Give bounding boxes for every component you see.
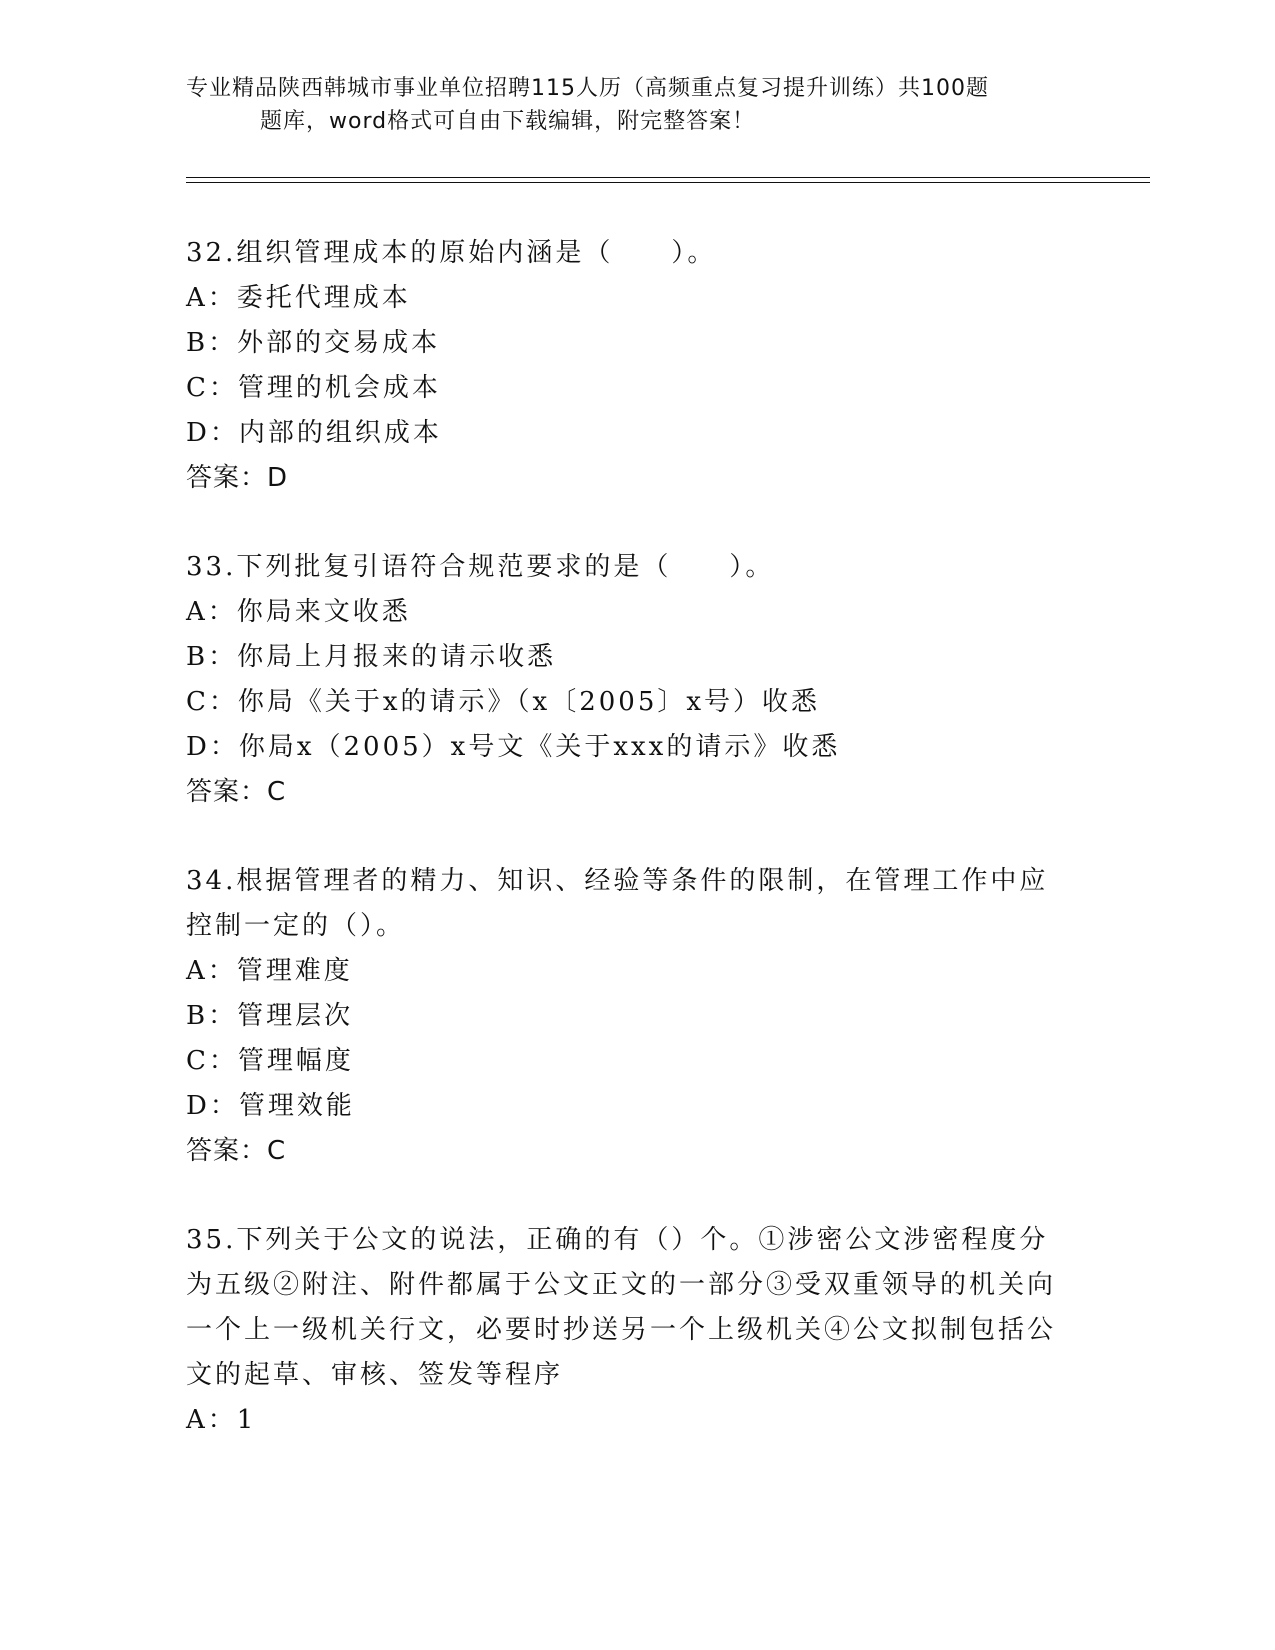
question-option: A：1 [186, 1405, 257, 1435]
question-answer: 答案：C [186, 777, 287, 807]
question-item [186, 231, 1076, 501]
question-list [186, 231, 1076, 1487]
question-option: D：内部的组织成本 [186, 418, 442, 448]
question-option: D：管理效能 [186, 1091, 355, 1121]
question-answer: 答案：C [186, 1136, 287, 1166]
question-stem: 33.下列批复引语符合规范要求的是（ ）。 [186, 552, 775, 582]
question-option: B：外部的交易成本 [186, 328, 441, 358]
header-title-line-1: 专业精品陕西韩城市事业单位招聘115人历（高频重点复习提升训练）共100题 [186, 76, 989, 101]
header-title-line-2: 题库，word格式可自由下载编辑，附完整答案！ [260, 109, 756, 134]
question-option: C：管理的机会成本 [186, 373, 441, 403]
question-stem: 35.下列关于公文的说法，正确的有（）个。①涉密公文涉密程度分为五级②附注、附件都属于公文正文的一部分③受双重领导的机关向一个上一级机关行文，必要时抄送另一个上级机关④公文拟制包括公文的起草、审核、签发等程序 [186, 1225, 1057, 1390]
document-header [186, 72, 1066, 138]
question-answer: 答案：D [186, 463, 289, 493]
question-option: C：管理幅度 [186, 1046, 354, 1076]
question-stem: 32.组织管理成本的原始内涵是（ ）。 [186, 238, 717, 268]
header-divider-top [186, 177, 1150, 178]
question-option: B：你局上月报来的请示收悉 [186, 642, 557, 672]
question-option: C：你局《关于x的请示》（x〔2005〕x号）收悉 [186, 687, 821, 717]
question-item [186, 545, 1076, 815]
question-option: B：管理层次 [186, 1001, 354, 1031]
header-divider-bottom [186, 182, 1150, 183]
question-option: D：你局x（2005）x号文《关于xxx的请示》收悉 [186, 732, 841, 762]
question-option: A：你局来文收悉 [186, 597, 411, 627]
question-item [186, 859, 1076, 1174]
question-option: A：委托代理成本 [186, 283, 411, 313]
question-option: A：管理难度 [186, 956, 353, 986]
question-stem: 34.根据管理者的精力、知识、经验等条件的限制，在管理工作中应控制一定的（）。 [186, 866, 1049, 941]
question-item [186, 1218, 1076, 1443]
